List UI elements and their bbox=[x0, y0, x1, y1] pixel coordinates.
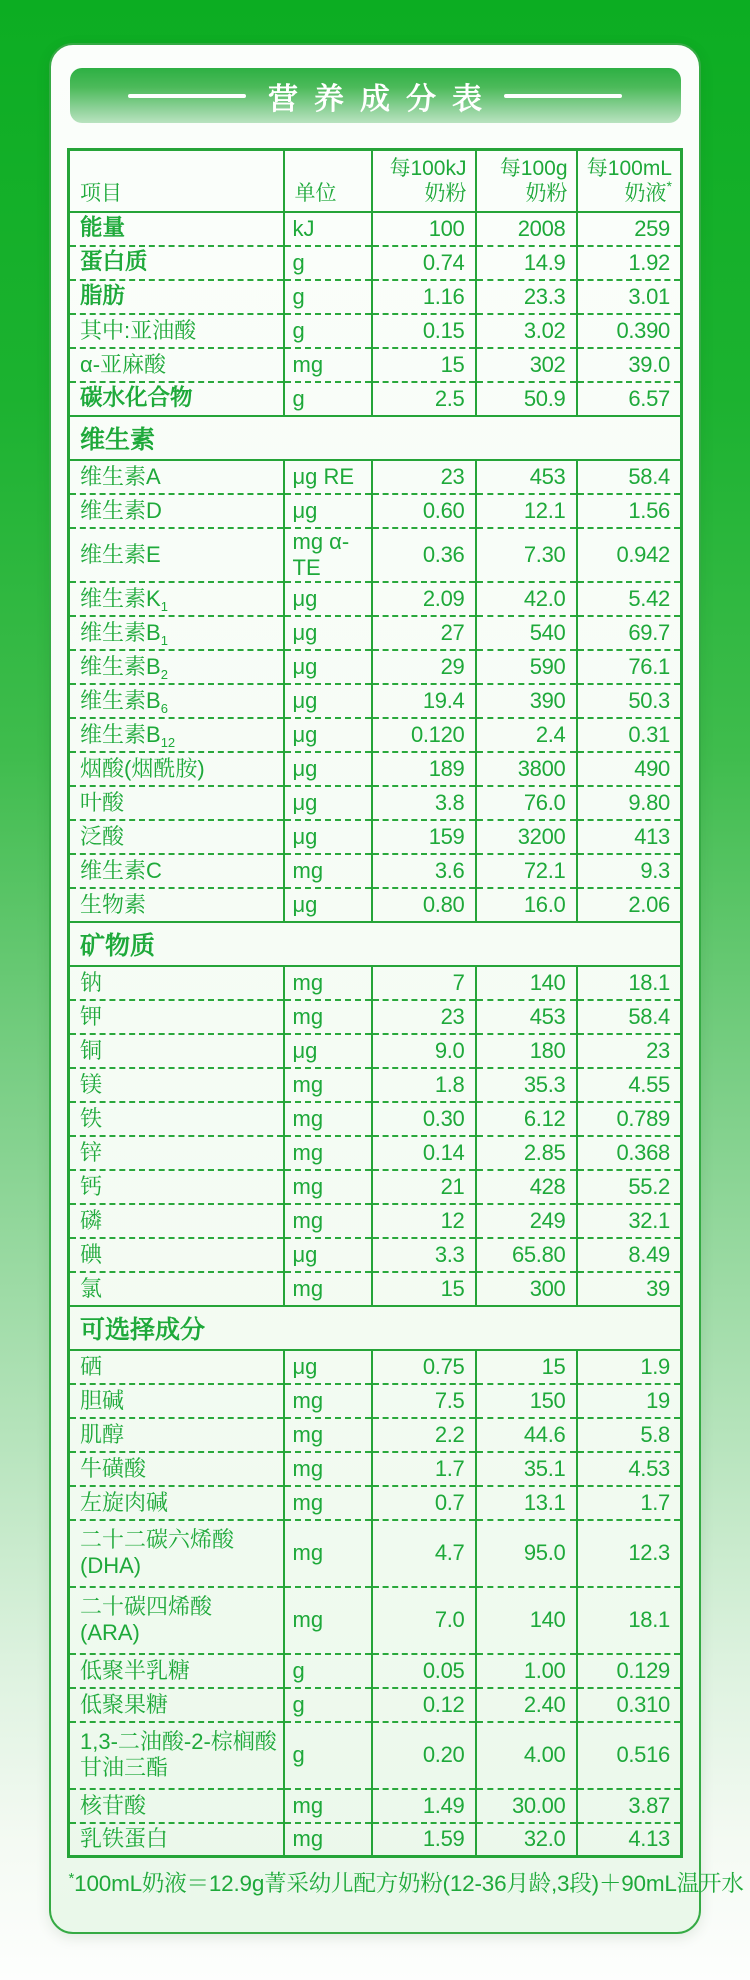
value-per-100kj: 29 bbox=[372, 650, 476, 684]
table-row bbox=[69, 650, 682, 684]
value-per-100kj: 15 bbox=[372, 1272, 476, 1306]
value-per-100ml: 19 bbox=[577, 1384, 682, 1418]
item-unit: mg bbox=[284, 1823, 372, 1857]
title-banner bbox=[70, 68, 681, 123]
value-per-100kj: 7 bbox=[372, 966, 476, 1000]
value-per-100g: 390 bbox=[476, 684, 577, 718]
table-row bbox=[69, 718, 682, 752]
item-unit: g bbox=[284, 314, 372, 348]
value-per-100g: 3200 bbox=[476, 820, 577, 854]
value-per-100ml: 9.3 bbox=[577, 854, 682, 888]
header-asterisk: * bbox=[666, 178, 672, 195]
value-per-100ml: 69.7 bbox=[577, 616, 682, 650]
value-per-100ml: 0.31 bbox=[577, 718, 682, 752]
value-per-100kj: 0.7 bbox=[372, 1486, 476, 1520]
value-per-100kj: 1.16 bbox=[372, 280, 476, 314]
section-row bbox=[69, 416, 682, 460]
value-per-100ml: 0.942 bbox=[577, 528, 682, 582]
table-row bbox=[69, 1587, 682, 1654]
item-name: 维生素A bbox=[69, 460, 284, 494]
value-per-100kj: 0.12 bbox=[372, 1688, 476, 1722]
table-row bbox=[69, 1789, 682, 1823]
value-per-100ml: 58.4 bbox=[577, 1000, 682, 1034]
item-unit: mg bbox=[284, 1486, 372, 1520]
item-name: 维生素$K_1$ bbox=[69, 582, 284, 616]
item-unit: μg bbox=[284, 494, 372, 528]
item-unit: μg bbox=[284, 718, 372, 752]
item-unit: mg bbox=[284, 1170, 372, 1204]
item-name: 胆碱 bbox=[69, 1384, 284, 1418]
value-per-100g: 12.1 bbox=[476, 494, 577, 528]
table-row bbox=[69, 966, 682, 1000]
header-per-100ml-line2: 奶液 bbox=[624, 182, 667, 206]
value-per-100kj: 0.80 bbox=[372, 888, 476, 922]
section-title: 可选择成分 bbox=[69, 1306, 682, 1350]
value-per-100kj: 3.3 bbox=[372, 1238, 476, 1272]
value-per-100g: 50.9 bbox=[476, 382, 577, 416]
value-per-100ml: 4.13 bbox=[577, 1823, 682, 1857]
item-unit: mg bbox=[284, 1452, 372, 1486]
value-per-100g: 2.85 bbox=[476, 1136, 577, 1170]
nutrition-panel-card bbox=[49, 43, 744, 1934]
header-per-100ml bbox=[577, 150, 682, 212]
table-row bbox=[69, 1452, 682, 1486]
value-per-100kj: 0.60 bbox=[372, 494, 476, 528]
table-row bbox=[69, 280, 682, 314]
value-per-100g: 249 bbox=[476, 1204, 577, 1238]
value-per-100ml: 0.516 bbox=[577, 1722, 682, 1789]
item-unit: μg bbox=[284, 1034, 372, 1068]
item-name: 能量 bbox=[69, 212, 284, 246]
value-per-100ml: 58.4 bbox=[577, 460, 682, 494]
section-title: 维生素 bbox=[69, 416, 682, 460]
table-header bbox=[69, 150, 682, 212]
item-name: 维生素$B_{12}$ bbox=[69, 718, 284, 752]
title-dash-left bbox=[128, 94, 246, 98]
item-name: 二十二碳六烯酸 (DHA) bbox=[69, 1520, 284, 1587]
value-per-100g: 32.0 bbox=[476, 1823, 577, 1857]
value-per-100ml: 5.8 bbox=[577, 1418, 682, 1452]
value-per-100g: 540 bbox=[476, 616, 577, 650]
value-per-100ml: 413 bbox=[577, 820, 682, 854]
table-row bbox=[69, 1238, 682, 1272]
value-per-100kj: 4.7 bbox=[372, 1520, 476, 1587]
value-per-100g: 30.00 bbox=[476, 1789, 577, 1823]
item-name: 维生素E bbox=[69, 528, 284, 582]
value-per-100g: 42.0 bbox=[476, 582, 577, 616]
value-per-100ml: 55.2 bbox=[577, 1170, 682, 1204]
value-per-100kj: 0.75 bbox=[372, 1350, 476, 1384]
item-unit: mg bbox=[284, 854, 372, 888]
item-name: 生物素 bbox=[69, 888, 284, 922]
value-per-100kj: 189 bbox=[372, 752, 476, 786]
item-name: 氯 bbox=[69, 1272, 284, 1306]
item-unit: μg bbox=[284, 752, 372, 786]
table-row bbox=[69, 1034, 682, 1068]
value-per-100kj: 23 bbox=[372, 460, 476, 494]
table-row bbox=[69, 1384, 682, 1418]
value-per-100g: 7.30 bbox=[476, 528, 577, 582]
value-per-100kj: 0.14 bbox=[372, 1136, 476, 1170]
item-name: 核苷酸 bbox=[69, 1789, 284, 1823]
value-per-100ml: 3.87 bbox=[577, 1789, 682, 1823]
item-unit: mg bbox=[284, 966, 372, 1000]
item-unit: μg RE bbox=[284, 460, 372, 494]
table-row bbox=[69, 1170, 682, 1204]
value-per-100ml: 39.0 bbox=[577, 348, 682, 382]
value-per-100g: 16.0 bbox=[476, 888, 577, 922]
value-per-100kj: 0.20 bbox=[372, 1722, 476, 1789]
table-row bbox=[69, 582, 682, 616]
value-per-100kj: 0.30 bbox=[372, 1102, 476, 1136]
header-per-100ml-line1: 每100mL bbox=[586, 157, 672, 181]
value-per-100kj: 7.0 bbox=[372, 1587, 476, 1654]
table-row bbox=[69, 1486, 682, 1520]
value-per-100g: 140 bbox=[476, 966, 577, 1000]
value-per-100kj: 1.49 bbox=[372, 1789, 476, 1823]
item-unit: mg bbox=[284, 1000, 372, 1034]
section-row bbox=[69, 922, 682, 966]
value-per-100ml: 0.789 bbox=[577, 1102, 682, 1136]
item-name: 蛋白质 bbox=[69, 246, 284, 280]
section-row bbox=[69, 1306, 682, 1350]
value-per-100g: 150 bbox=[476, 1384, 577, 1418]
item-name: 钾 bbox=[69, 1000, 284, 1034]
table-row bbox=[69, 1418, 682, 1452]
item-unit: μg bbox=[284, 1238, 372, 1272]
footnote-asterisk: * bbox=[68, 1870, 75, 1887]
table-row bbox=[69, 246, 682, 280]
value-per-100g: 1.00 bbox=[476, 1654, 577, 1688]
item-name: 左旋肉碱 bbox=[69, 1486, 284, 1520]
value-per-100kj: 19.4 bbox=[372, 684, 476, 718]
value-per-100ml: 1.7 bbox=[577, 1486, 682, 1520]
table-row bbox=[69, 1272, 682, 1306]
value-per-100kj: 3.6 bbox=[372, 854, 476, 888]
value-per-100ml: 0.368 bbox=[577, 1136, 682, 1170]
table-row bbox=[69, 820, 682, 854]
value-per-100g: 44.6 bbox=[476, 1418, 577, 1452]
value-per-100ml: 490 bbox=[577, 752, 682, 786]
header-unit: 单位 bbox=[284, 150, 372, 212]
item-name: 乳铁蛋白 bbox=[69, 1823, 284, 1857]
value-per-100kj: 2.5 bbox=[372, 382, 476, 416]
value-per-100ml: 12.3 bbox=[577, 1520, 682, 1587]
value-per-100g: 6.12 bbox=[476, 1102, 577, 1136]
value-per-100ml: 1.56 bbox=[577, 494, 682, 528]
table-row bbox=[69, 1350, 682, 1384]
item-name: 低聚果糖 bbox=[69, 1688, 284, 1722]
item-name: 铁 bbox=[69, 1102, 284, 1136]
table-row bbox=[69, 460, 682, 494]
value-per-100g: 15 bbox=[476, 1350, 577, 1384]
value-per-100ml: 4.53 bbox=[577, 1452, 682, 1486]
value-per-100ml: 259 bbox=[577, 212, 682, 246]
item-unit: mg bbox=[284, 348, 372, 382]
item-name: 维生素$B_2$ bbox=[69, 650, 284, 684]
value-per-100kj: 3.8 bbox=[372, 786, 476, 820]
value-per-100kj: 2.09 bbox=[372, 582, 476, 616]
item-name: 锌 bbox=[69, 1136, 284, 1170]
item-unit: g bbox=[284, 280, 372, 314]
value-per-100g: 65.80 bbox=[476, 1238, 577, 1272]
value-per-100g: 14.9 bbox=[476, 246, 577, 280]
header-row bbox=[69, 150, 682, 212]
item-name: 泛酸 bbox=[69, 820, 284, 854]
item-name: 二十碳四烯酸 (ARA) bbox=[69, 1587, 284, 1654]
item-unit: g bbox=[284, 382, 372, 416]
item-unit: mg α-TE bbox=[284, 528, 372, 582]
value-per-100g: 72.1 bbox=[476, 854, 577, 888]
item-unit: μg bbox=[284, 786, 372, 820]
value-per-100g: 76.0 bbox=[476, 786, 577, 820]
item-name: 碳水化合物 bbox=[69, 382, 284, 416]
value-per-100g: 23.3 bbox=[476, 280, 577, 314]
value-per-100ml: 2.06 bbox=[577, 888, 682, 922]
value-per-100kj: 0.74 bbox=[372, 246, 476, 280]
item-name: 烟酸(烟酰胺) bbox=[69, 752, 284, 786]
item-name: 钙 bbox=[69, 1170, 284, 1204]
item-unit: mg bbox=[284, 1204, 372, 1238]
value-per-100ml: 39 bbox=[577, 1272, 682, 1306]
value-per-100g: 453 bbox=[476, 460, 577, 494]
item-name: 磷 bbox=[69, 1204, 284, 1238]
table-row bbox=[69, 1722, 682, 1789]
item-name: 铜 bbox=[69, 1034, 284, 1068]
item-name: 维生素C bbox=[69, 854, 284, 888]
table-row bbox=[69, 528, 682, 582]
table-row bbox=[69, 888, 682, 922]
value-per-100ml: 76.1 bbox=[577, 650, 682, 684]
item-name: 硒 bbox=[69, 1350, 284, 1384]
table-row bbox=[69, 1068, 682, 1102]
item-name: 1,3-二油酸-2-棕榈酸 甘油三酯 bbox=[69, 1722, 284, 1789]
title-dash-right bbox=[504, 94, 622, 98]
item-name: 碘 bbox=[69, 1238, 284, 1272]
item-unit: mg bbox=[284, 1587, 372, 1654]
value-per-100g: 2008 bbox=[476, 212, 577, 246]
item-name: α-亚麻酸 bbox=[69, 348, 284, 382]
item-unit: μg bbox=[284, 1350, 372, 1384]
value-per-100g: 3.02 bbox=[476, 314, 577, 348]
value-per-100g: 180 bbox=[476, 1034, 577, 1068]
table-row bbox=[69, 348, 682, 382]
item-name: 钠 bbox=[69, 966, 284, 1000]
value-per-100ml: 0.390 bbox=[577, 314, 682, 348]
value-per-100ml: 32.1 bbox=[577, 1204, 682, 1238]
table-row bbox=[69, 1102, 682, 1136]
table-row bbox=[69, 1654, 682, 1688]
table-row bbox=[69, 1204, 682, 1238]
header-per-100kj bbox=[372, 150, 476, 212]
table-row bbox=[69, 382, 682, 416]
item-unit: mg bbox=[284, 1136, 372, 1170]
item-name: 维生素$B_1$ bbox=[69, 616, 284, 650]
table-row bbox=[69, 1136, 682, 1170]
value-per-100ml: 1.9 bbox=[577, 1350, 682, 1384]
value-per-100ml: 8.49 bbox=[577, 1238, 682, 1272]
value-per-100g: 590 bbox=[476, 650, 577, 684]
item-unit: μg bbox=[284, 684, 372, 718]
value-per-100kj: 15 bbox=[372, 348, 476, 382]
value-per-100kj: 1.7 bbox=[372, 1452, 476, 1486]
table-row bbox=[69, 786, 682, 820]
item-unit: g bbox=[284, 1688, 372, 1722]
value-per-100kj: 27 bbox=[372, 616, 476, 650]
value-per-100g: 140 bbox=[476, 1587, 577, 1654]
item-unit: μg bbox=[284, 650, 372, 684]
table-row bbox=[69, 1520, 682, 1587]
value-per-100kj: 159 bbox=[372, 820, 476, 854]
item-unit: g bbox=[284, 1654, 372, 1688]
table-row bbox=[69, 854, 682, 888]
value-per-100g: 2.40 bbox=[476, 1688, 577, 1722]
table-row bbox=[69, 1000, 682, 1034]
table-row bbox=[69, 752, 682, 786]
item-name: 维生素$B_6$ bbox=[69, 684, 284, 718]
item-unit: kJ bbox=[284, 212, 372, 246]
section-title: 矿物质 bbox=[69, 922, 682, 966]
header-per-100g bbox=[476, 150, 577, 212]
value-per-100ml: 18.1 bbox=[577, 1587, 682, 1654]
value-per-100kj: 9.0 bbox=[372, 1034, 476, 1068]
item-unit: mg bbox=[284, 1272, 372, 1306]
table-row bbox=[69, 314, 682, 348]
item-name: 维生素D bbox=[69, 494, 284, 528]
item-unit: μg bbox=[284, 616, 372, 650]
value-per-100ml: 3.01 bbox=[577, 280, 682, 314]
header-per-100g-line1: 每100g bbox=[499, 157, 568, 181]
item-unit: mg bbox=[284, 1384, 372, 1418]
item-name: 其中:亚油酸 bbox=[69, 314, 284, 348]
header-per-100kj-line2: 奶粉 bbox=[424, 182, 467, 206]
table-row bbox=[69, 616, 682, 650]
nutrition-table bbox=[67, 148, 683, 1858]
page-title: 营养成分表 bbox=[268, 82, 498, 116]
value-per-100g: 3800 bbox=[476, 752, 577, 786]
value-per-100kj: 100 bbox=[372, 212, 476, 246]
item-name: 牛磺酸 bbox=[69, 1452, 284, 1486]
value-per-100ml: 1.92 bbox=[577, 246, 682, 280]
header-per-100g-line2: 奶粉 bbox=[525, 182, 568, 206]
item-name: 叶酸 bbox=[69, 786, 284, 820]
value-per-100ml: 4.55 bbox=[577, 1068, 682, 1102]
table-row bbox=[69, 1823, 682, 1857]
item-unit: g bbox=[284, 1722, 372, 1789]
table-row bbox=[69, 494, 682, 528]
item-name: 镁 bbox=[69, 1068, 284, 1102]
value-per-100g: 302 bbox=[476, 348, 577, 382]
item-unit: mg bbox=[284, 1789, 372, 1823]
value-per-100kj: 0.05 bbox=[372, 1654, 476, 1688]
value-per-100kj: 0.120 bbox=[372, 718, 476, 752]
value-per-100kj: 12 bbox=[372, 1204, 476, 1238]
value-per-100ml: 50.3 bbox=[577, 684, 682, 718]
value-per-100ml: 0.310 bbox=[577, 1688, 682, 1722]
item-unit: g bbox=[284, 246, 372, 280]
value-per-100g: 4.00 bbox=[476, 1722, 577, 1789]
value-per-100kj: 1.59 bbox=[372, 1823, 476, 1857]
table-row bbox=[69, 1688, 682, 1722]
item-unit: μg bbox=[284, 888, 372, 922]
table-row bbox=[69, 684, 682, 718]
value-per-100g: 2.4 bbox=[476, 718, 577, 752]
value-per-100g: 428 bbox=[476, 1170, 577, 1204]
value-per-100ml: 0.129 bbox=[577, 1654, 682, 1688]
table-row bbox=[69, 212, 682, 246]
item-unit: μg bbox=[284, 820, 372, 854]
table-body bbox=[69, 212, 682, 1857]
value-per-100kj: 21 bbox=[372, 1170, 476, 1204]
value-per-100g: 35.1 bbox=[476, 1452, 577, 1486]
item-unit: mg bbox=[284, 1520, 372, 1587]
value-per-100kj: 0.15 bbox=[372, 314, 476, 348]
item-unit: mg bbox=[284, 1418, 372, 1452]
value-per-100kj: 2.2 bbox=[372, 1418, 476, 1452]
value-per-100ml: 6.57 bbox=[577, 382, 682, 416]
item-unit: mg bbox=[284, 1102, 372, 1136]
value-per-100ml: 9.80 bbox=[577, 786, 682, 820]
header-item: 项目 bbox=[69, 150, 284, 212]
item-unit: mg bbox=[284, 1068, 372, 1102]
item-name: 脂肪 bbox=[69, 280, 284, 314]
value-per-100kj: 7.5 bbox=[372, 1384, 476, 1418]
value-per-100ml: 5.42 bbox=[577, 582, 682, 616]
footnote-text: 100mL奶液＝12.9g菁采幼儿配方奶粉(12-36月龄,3段)＋90mL温开水 bbox=[74, 1871, 744, 1896]
value-per-100g: 95.0 bbox=[476, 1520, 577, 1587]
value-per-100g: 453 bbox=[476, 1000, 577, 1034]
value-per-100ml: 23 bbox=[577, 1034, 682, 1068]
value-per-100g: 13.1 bbox=[476, 1486, 577, 1520]
item-unit: μg bbox=[284, 582, 372, 616]
value-per-100ml: 18.1 bbox=[577, 966, 682, 1000]
item-name: 肌醇 bbox=[69, 1418, 284, 1452]
header-per-100kj-line1: 每100kJ bbox=[389, 157, 467, 181]
value-per-100kj: 23 bbox=[372, 1000, 476, 1034]
value-per-100kj: 1.8 bbox=[372, 1068, 476, 1102]
value-per-100kj: 0.36 bbox=[372, 528, 476, 582]
item-name: 低聚半乳糖 bbox=[69, 1654, 284, 1688]
value-per-100g: 35.3 bbox=[476, 1068, 577, 1102]
value-per-100g: 300 bbox=[476, 1272, 577, 1306]
footnote bbox=[68, 1866, 744, 1898]
